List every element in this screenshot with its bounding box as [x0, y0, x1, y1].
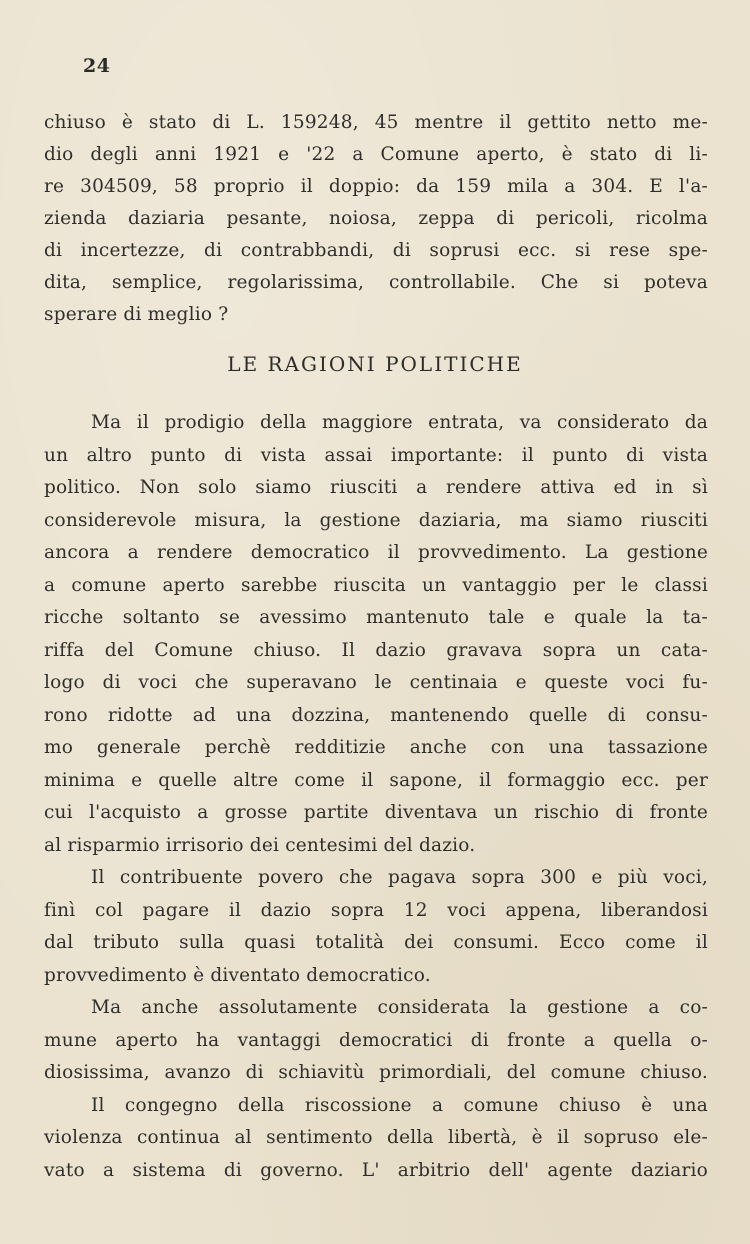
- text-line: di incertezze, di contrabbandi, di soprusi ecc. si rese spe-: [44, 240, 708, 261]
- text-line: cui l'acquisto a grosse partite diventava un rischio di fronte: [44, 802, 708, 823]
- text-line: finì col pagare il dazio sopra 12 voci appena, liberandosi: [44, 900, 708, 921]
- page-number: 24: [83, 55, 111, 77]
- text-line: Ma il prodigio della maggiore entrata, va considerato da: [91, 412, 708, 433]
- text-line: politico. Non solo siamo riusciti a rendere attiva ed in sì: [44, 477, 708, 498]
- text-line: riffa del Comune chiuso. Il dazio gravava sopra un cata-: [44, 640, 708, 661]
- text-line: vato a sistema di governo. L' arbitrio dell' agente daziario: [44, 1160, 708, 1181]
- text-line: dita, semplice, regolarissima, controllabile. Che si poteva: [44, 272, 708, 293]
- text-line: dal tributo sulla quasi totalità dei consumi. Ecco come il: [44, 932, 708, 953]
- section-heading: LE RAGIONI POLITICHE: [227, 352, 523, 376]
- text-line: sperare di meglio ?: [44, 304, 229, 325]
- text-line: diosissima, avanzo di schiavitù primordiali, del comune chiuso.: [44, 1062, 708, 1083]
- text-line: zienda daziaria pesante, noiosa, zeppa di pericoli, ricolma: [44, 208, 708, 229]
- text-line: dio degli anni 1921 e '22 a Comune aperto, è stato di li-: [44, 144, 708, 165]
- text-line: mo generale perchè redditizie anche con una tassazione: [44, 737, 708, 758]
- text-line: re 304509, 58 proprio il doppio: da 159 mila a 304. E l'a-: [44, 176, 708, 197]
- text-line: un altro punto di vista assai importante: il punto di vista: [44, 445, 708, 466]
- text-line: a comune aperto sarebbe riuscita un vantaggio per le classi: [44, 575, 708, 596]
- text-line: Ma anche assolutamente considerata la gestione a co-: [91, 997, 708, 1018]
- text-line: provvedimento è diventato democratico.: [44, 965, 431, 986]
- text-line: logo di voci che superavano le centinaia e queste voci fu-: [44, 672, 708, 693]
- text-line: mune aperto ha vantaggi democratici di fronte a quella o-: [44, 1030, 708, 1051]
- text-line: violenza continua al sentimento della libertà, è il sopruso ele-: [44, 1127, 708, 1148]
- text-line: rono ridotte ad una dozzina, mantenendo quelle di consu-: [44, 705, 708, 726]
- text-line: ancora a rendere democratico il provvedimento. La gestione: [44, 542, 708, 563]
- text-line: chiuso è stato di L. 159248, 45 mentre il gettito netto me-: [44, 112, 708, 133]
- text-line: Il contribuente povero che pagava sopra 300 e più voci,: [91, 867, 708, 888]
- text-line: Il congegno della riscossione a comune chiuso è una: [91, 1095, 708, 1116]
- text-line: considerevole misura, la gestione daziaria, ma siamo riusciti: [44, 510, 708, 531]
- text-line: al risparmio irrisorio dei centesimi del dazio.: [44, 835, 476, 856]
- text-line: ricche soltanto se avessimo mantenuto tale e quale la ta-: [44, 607, 708, 628]
- text-line: minima e quelle altre come il sapone, il formaggio ecc. per: [44, 770, 708, 791]
